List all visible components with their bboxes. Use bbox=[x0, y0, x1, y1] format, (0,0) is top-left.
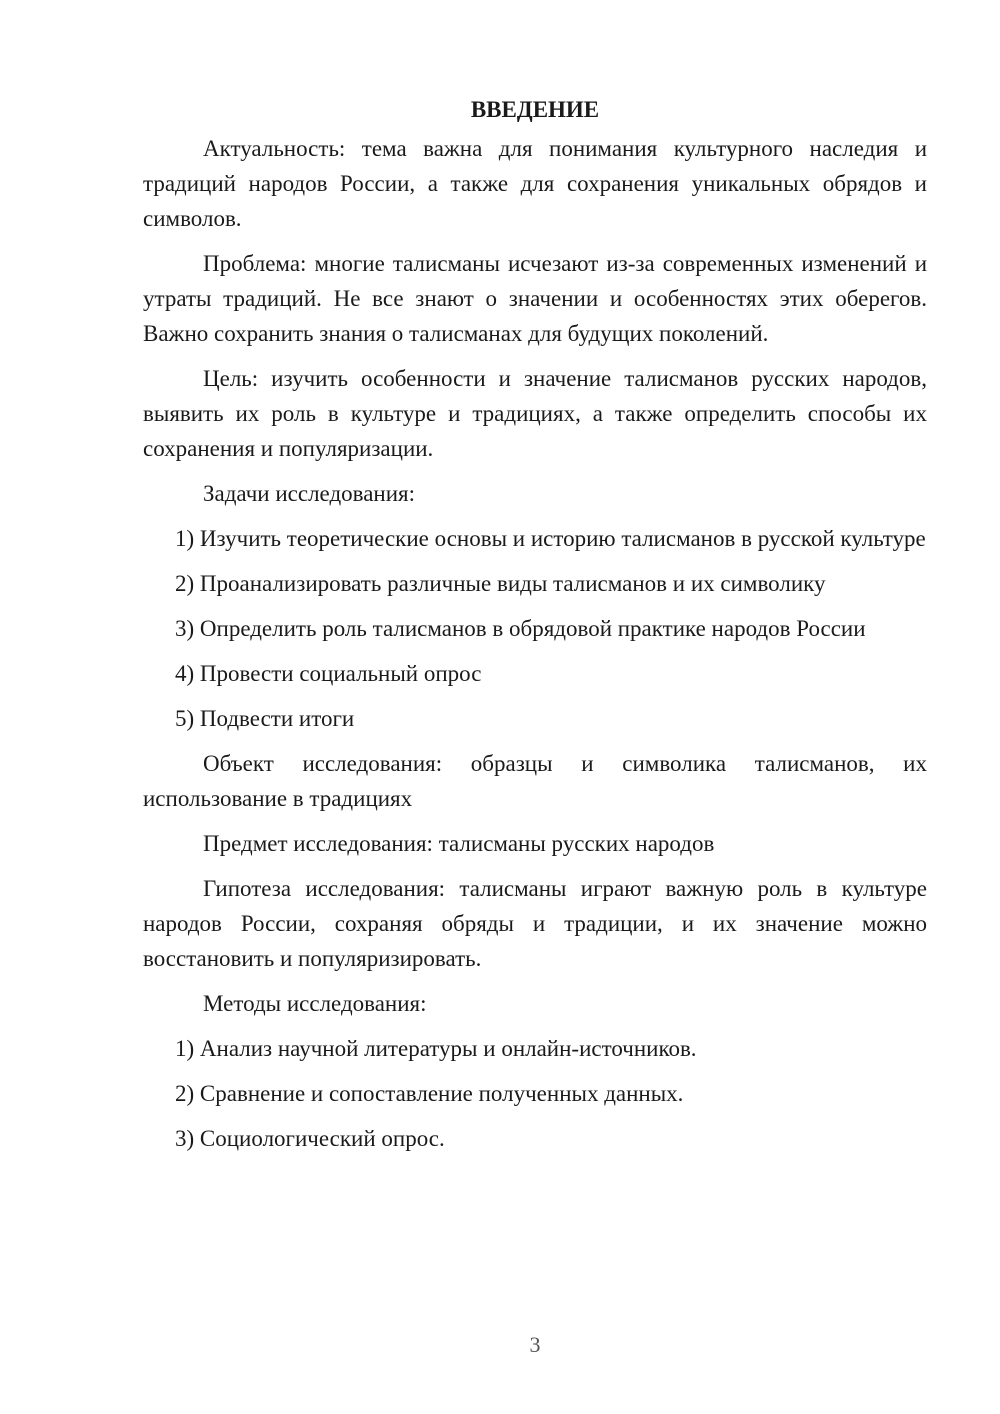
problem-paragraph: Проблема: многие талисманы исчезают из-за современных изменений и утраты традиций. Не все знают о значении и особенностях этих оберегов. Важно сохранить знания о талисманах для будущих поколений. bbox=[143, 251, 927, 346]
task-item: 4) Провести социальный опрос bbox=[175, 661, 482, 686]
task-item: 3) Определить роль талисманов в обрядовой практике народов России bbox=[175, 616, 866, 641]
document-title: ВВЕДЕНИЕ bbox=[470, 97, 600, 122]
tasks-heading: Задачи исследования: bbox=[203, 481, 416, 506]
method-item: 3) Социологический опрос. bbox=[175, 1126, 445, 1151]
page-number: 3 bbox=[529, 1332, 541, 1357]
object-paragraph: Объект исследования: образцы и символика талисманов, их использование в традициях bbox=[143, 751, 927, 811]
task-item: 5) Подвести итоги bbox=[175, 706, 355, 731]
document-page bbox=[143, 92, 927, 1166]
methods-heading: Методы исследования: bbox=[203, 991, 427, 1016]
goal-paragraph: Цель: изучить особенности и значение талисманов русских народов, выявить их роль в культуре и традициях, а также определить способы их сохранения и популяризации. bbox=[143, 366, 927, 461]
subject-paragraph: Предмет исследования: талисманы русских народов bbox=[203, 831, 715, 856]
hypothesis-paragraph: Гипотеза исследования: талисманы играют важную роль в культуре народов России, сохраняя обряды и традиции, и их значение можно восстановить и популяризировать. bbox=[143, 876, 927, 971]
task-item: 2) Проанализировать различные виды талисманов и их символику bbox=[175, 571, 826, 596]
method-item: 2) Сравнение и сопоставление полученных данных. bbox=[175, 1081, 684, 1106]
task-item: 1) Изучить теоретические основы и историю талисманов в русской культуре bbox=[175, 526, 926, 551]
relevance-paragraph: Актуальность: тема важна для понимания культурного наследия и традиций народов России, а также для сохранения уникальных обрядов и символов. bbox=[143, 136, 927, 231]
method-item: 1) Анализ научной литературы и онлайн-источников. bbox=[175, 1036, 697, 1061]
